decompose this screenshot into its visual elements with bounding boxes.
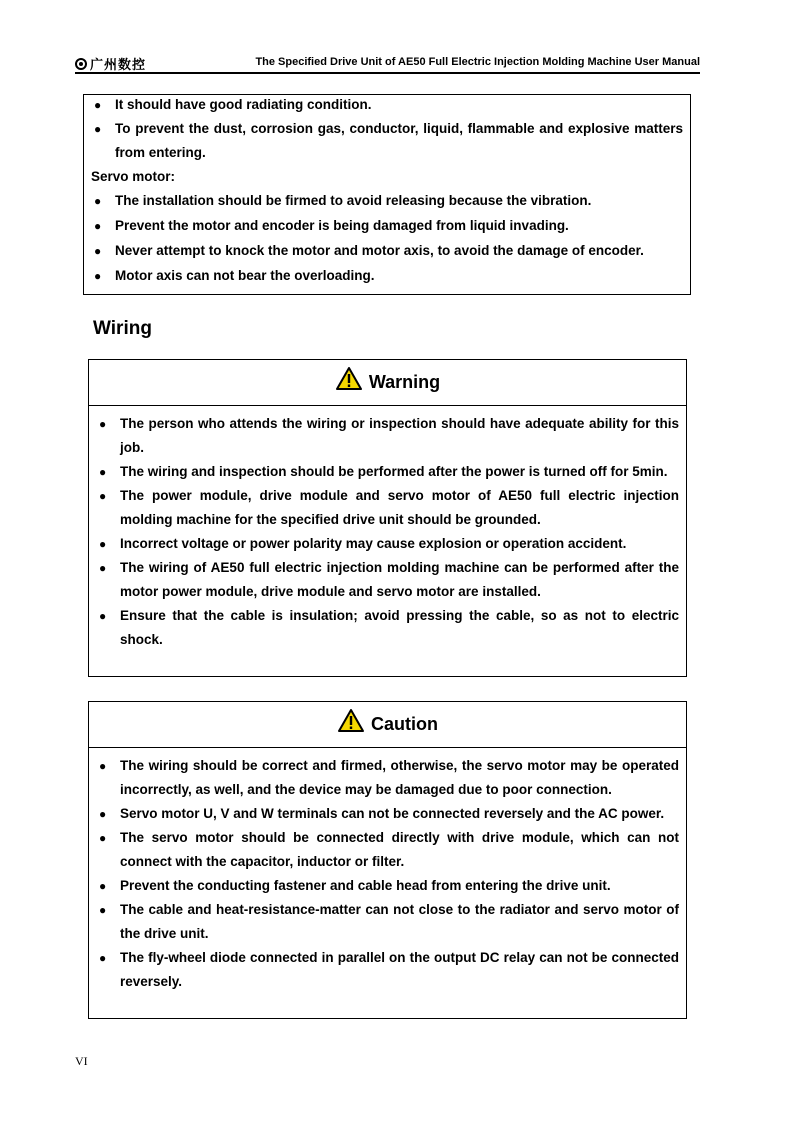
list-item: ● The power module, drive module and servo motor of AE50 full electric injection molding machine for the specified drive unit should be grounded. bbox=[96, 484, 679, 532]
warning-triangle-icon bbox=[335, 366, 363, 391]
bullet-icon: ● bbox=[94, 269, 102, 283]
list-item: ● Motor axis can not bear the overloading. bbox=[91, 264, 683, 288]
list-item: ● The wiring and inspection should be performed after the power is turned off for 5min. bbox=[96, 460, 679, 484]
page-header bbox=[75, 54, 700, 74]
logo-text: 广州数控 bbox=[90, 57, 147, 72]
list-item: ● The cable and heat-resistance-matter can not close to the radiator and servo motor of the drive unit. bbox=[96, 898, 679, 946]
bullet-icon: ● bbox=[94, 194, 102, 208]
caution-triangle-icon bbox=[337, 708, 365, 733]
list-item: ● The person who attends the wiring or inspection should have adequate ability for this job. bbox=[96, 412, 679, 460]
bullet-icon: ● bbox=[94, 98, 102, 112]
list-item: ● It should have good radiating condition. bbox=[91, 93, 683, 117]
servo-motor-label: Servo motor: bbox=[91, 169, 176, 184]
bullet-icon: ● bbox=[99, 489, 107, 503]
list-item: ● The installation should be firmed to avoid releasing because the vibration. bbox=[91, 189, 683, 213]
bullet-icon: ● bbox=[99, 417, 107, 431]
list-item: ● The wiring of AE50 full electric injection molding machine can be performed after the motor power module, drive module and servo motor are installed. bbox=[96, 556, 679, 604]
list-item: ● Never attempt to knock the motor and motor axis, to avoid the damage of encoder. bbox=[91, 239, 683, 263]
list-item: ● Prevent the conducting fastener and cable head from entering the drive unit. bbox=[96, 874, 679, 898]
warning-box bbox=[88, 359, 687, 677]
bullet-icon: ● bbox=[99, 609, 107, 623]
bullet-icon: ● bbox=[99, 831, 107, 845]
bullet-icon: ● bbox=[99, 759, 107, 773]
bullet-icon: ● bbox=[99, 465, 107, 479]
bullet-icon: ● bbox=[99, 537, 107, 551]
bullet-icon: ● bbox=[94, 219, 102, 233]
list-item: ● Ensure that the cable is insulation; avoid pressing the cable, so as not to electric shock. bbox=[96, 604, 679, 652]
warning-header bbox=[89, 360, 686, 406]
section-title: Wiring bbox=[93, 318, 152, 339]
list-item: ● Incorrect voltage or power polarity may cause explosion or operation accident. bbox=[96, 532, 679, 556]
warning-title: Warning bbox=[368, 372, 441, 392]
bullet-icon: ● bbox=[99, 903, 107, 917]
list-item: ● Servo motor U, V and W terminals can not be connected reversely and the AC power. bbox=[96, 802, 679, 826]
installation-notes-box bbox=[83, 94, 691, 295]
bullet-icon: ● bbox=[94, 122, 102, 136]
bullet-icon: ● bbox=[94, 244, 102, 258]
logo-icon bbox=[75, 58, 87, 70]
bullet-icon: ● bbox=[99, 951, 107, 965]
company-logo bbox=[75, 54, 146, 73]
manual-title: The Specified Drive Unit of AE50 Full Electric Injection Molding Machine User Manual bbox=[255, 56, 700, 68]
page-number: VI bbox=[75, 1054, 88, 1068]
list-item: ● The servo motor should be connected directly with drive module, which can not connect with the capacitor, inductor or filter. bbox=[96, 826, 679, 874]
list-item: ● The wiring should be correct and firmed, otherwise, the servo motor may be operated incorrectly, as well, and the device may be damaged due to poor connection. bbox=[96, 754, 679, 802]
list-item: ● Prevent the motor and encoder is being damaged from liquid invading. bbox=[91, 214, 683, 238]
bullet-icon: ● bbox=[99, 561, 107, 575]
caution-title: Caution bbox=[371, 714, 438, 734]
list-item: ● The fly-wheel diode connected in parallel on the output DC relay can not be connected reversely. bbox=[96, 946, 679, 994]
caution-box bbox=[88, 701, 687, 1019]
bullet-icon: ● bbox=[99, 807, 107, 821]
list-item: ● To prevent the dust, corrosion gas, conductor, liquid, flammable and explosive matters from entering. bbox=[91, 117, 683, 165]
caution-header bbox=[89, 702, 686, 748]
bullet-icon: ● bbox=[99, 879, 107, 893]
